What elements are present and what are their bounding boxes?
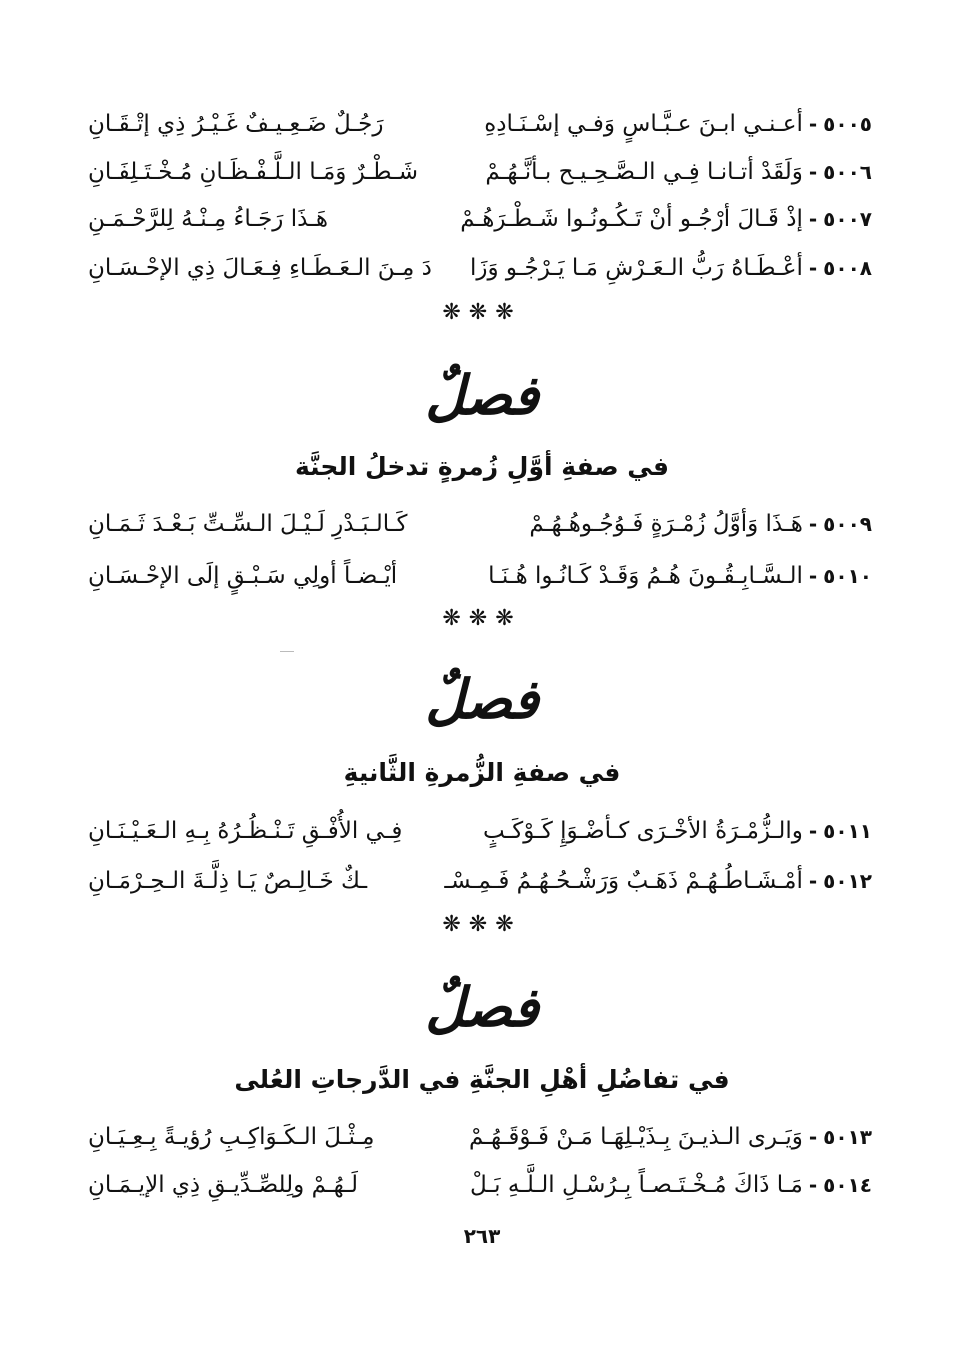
- verse-second-hemistich: دَ مِـنَ الـعَـطَـاءِ فِـعَـالَ ذِي الإحْـسَـانِ: [88, 255, 432, 281]
- verse-line: [88, 104, 872, 144]
- verse-first-hemistich: أمْـشَـاطُـهُـمْ ذَهَـبٌ وَرَشْـحُـهُـمُ فَـمِـسْـ: [444, 868, 803, 894]
- verse-number: ٥٠٠٨: [823, 256, 872, 280]
- page-number: ٢٦٣: [463, 1224, 501, 1248]
- verse-number: ٥٠١٢: [823, 869, 872, 893]
- fasl-title: فصلٌ: [425, 667, 539, 731]
- fasl-title: فصلٌ: [425, 975, 539, 1039]
- verse-number: ٥٠١٤: [823, 1173, 872, 1197]
- dash: -: [808, 1125, 818, 1149]
- verse-line: [88, 861, 872, 901]
- verse-number: ٥٠١١: [823, 819, 872, 843]
- verse-first-hemistich: أعـنـي ابـنَ عـبَّـاسٍ وَفـي إسْـنَـادِهِ: [484, 111, 803, 137]
- dash: -: [808, 207, 818, 231]
- section-separator: ❋❋❋: [442, 300, 522, 325]
- verse-second-hemistich: لَـهُـمْ ولِلصِّـدِّيـقِ ذِي الإيـمَـانِ: [88, 1172, 358, 1198]
- verse-line: [88, 811, 872, 851]
- verse-line: [88, 248, 872, 288]
- verse-first-hemistich: وَلَقَدْ أتـانـا فِـي الـصَّـحِـيـح بـأنَّـهُـمْ: [485, 159, 803, 185]
- verse-line: [88, 1165, 872, 1205]
- verse-line: [88, 1117, 872, 1157]
- dash: -: [808, 256, 818, 280]
- section-heading: في صفةِ أوَّلِ زُمرةٍ تدخلُ الجنَّة: [295, 452, 669, 481]
- verse-second-hemistich: ـكٌ خَـالِـصٌ يَـا ذِلَّـةَ الـحِـرْمَـانِ: [88, 868, 368, 894]
- verse-first-hemistich: هَـذَا وَأوَّلُ زُمْـرَةٍ فَـوُجُـوهُـهُـمْ: [529, 511, 803, 537]
- scan-speck: [280, 651, 294, 652]
- verse-second-hemistich: أيْـضـاً أولِي سَـبْـقٍ إلَى الإحْـسَـانِ: [88, 563, 398, 589]
- section-separator: ❋❋❋: [442, 606, 522, 631]
- verse-first-hemistich: أعْـطَـاهُ رَبُّ الـعَـرْشِ مَـا يَـرْجُـو وَزَا: [469, 255, 803, 281]
- verse-number: ٥٠١٣: [823, 1125, 872, 1149]
- verse-line: [88, 152, 872, 192]
- section-heading: في تفاضُلِ أهْلِ الجنَّةِ في الدَّرجاتِ العُلى: [234, 1065, 730, 1094]
- verse-second-hemistich: هَـذَا رَجَـاءُ مِـنْـهُ لِلرَّحْـمَـنِ: [88, 206, 329, 232]
- section-separator: ❋❋❋: [442, 912, 522, 937]
- verse-number: ٥٠٠٧: [823, 207, 872, 231]
- verse-line: [88, 504, 872, 544]
- verse-second-hemistich: كَـالـبَـدْرِ لَـيْـلَ الـسِّـتِّ بَـعْـدَ ثَـمَـانِ: [88, 511, 408, 537]
- verse-first-hemistich: الـسَّـابِـقُـونَ هُـمُ وَقَـدْ كَـانُـوا هُـنَـا: [488, 563, 803, 589]
- dash: -: [808, 160, 818, 184]
- dash: -: [808, 564, 818, 588]
- verse-number: ٥٠١٠: [823, 564, 872, 588]
- dash: -: [808, 869, 818, 893]
- verse-first-hemistich: إذْ قَـالَ أرْجُـو أنْ تَـكُـونُـوا شَـطْـرَهُـمْ: [460, 206, 803, 232]
- dash: -: [808, 819, 818, 843]
- fasl-title: فصلٌ: [425, 363, 539, 427]
- verse-number: ٥٠٠٥: [823, 112, 872, 136]
- verse-second-hemistich: فِـي الأُفْـقِ تَـنْـظُـرُهُ بِـهِ الـعَـيْـنَـانِ: [88, 818, 403, 844]
- verse-second-hemistich: رَجُـلٌ ضَـعِـيـفٌ غَـيْـرُ ذِي إتْـقَـانِ: [88, 111, 384, 137]
- verse-line: [88, 199, 872, 239]
- verse-first-hemistich: وَيَـرى الـذيـنَ بِـذَيْـلِهَـا مَـنْ فَـوْقَـهُـمْ: [468, 1124, 803, 1150]
- verse-first-hemistich: مَـا ذَاكَ مُـخْـتَـصـاً بِـرُسْـلِ الـلَّـهِ بَـلْ: [469, 1172, 803, 1198]
- dash: -: [808, 512, 818, 536]
- dash: -: [808, 112, 818, 136]
- verse-number: ٥٠٠٦: [823, 160, 872, 184]
- verse-number: ٥٠٠٩: [823, 512, 872, 536]
- verse-second-hemistich: شَـطْـرٌ وَمَـا الـلَّـفْـظَـانِ مُـخْـتَـلِفَـانِ: [88, 159, 418, 185]
- section-heading: في صفةِ الزُّمرةِ الثَّانيةِ: [343, 758, 621, 787]
- verse-first-hemistich: والـزُّمْـرَةُ الأخْـرَى كـأضْـوَإِ كَـوْكَـبٍ: [482, 818, 803, 844]
- verse-second-hemistich: مِـثْـلَ الـكَـوَاكِـبِ رُؤيـةً بِـعِـيَـانِ: [88, 1124, 375, 1150]
- dash: -: [808, 1173, 818, 1197]
- verse-line: [88, 556, 872, 596]
